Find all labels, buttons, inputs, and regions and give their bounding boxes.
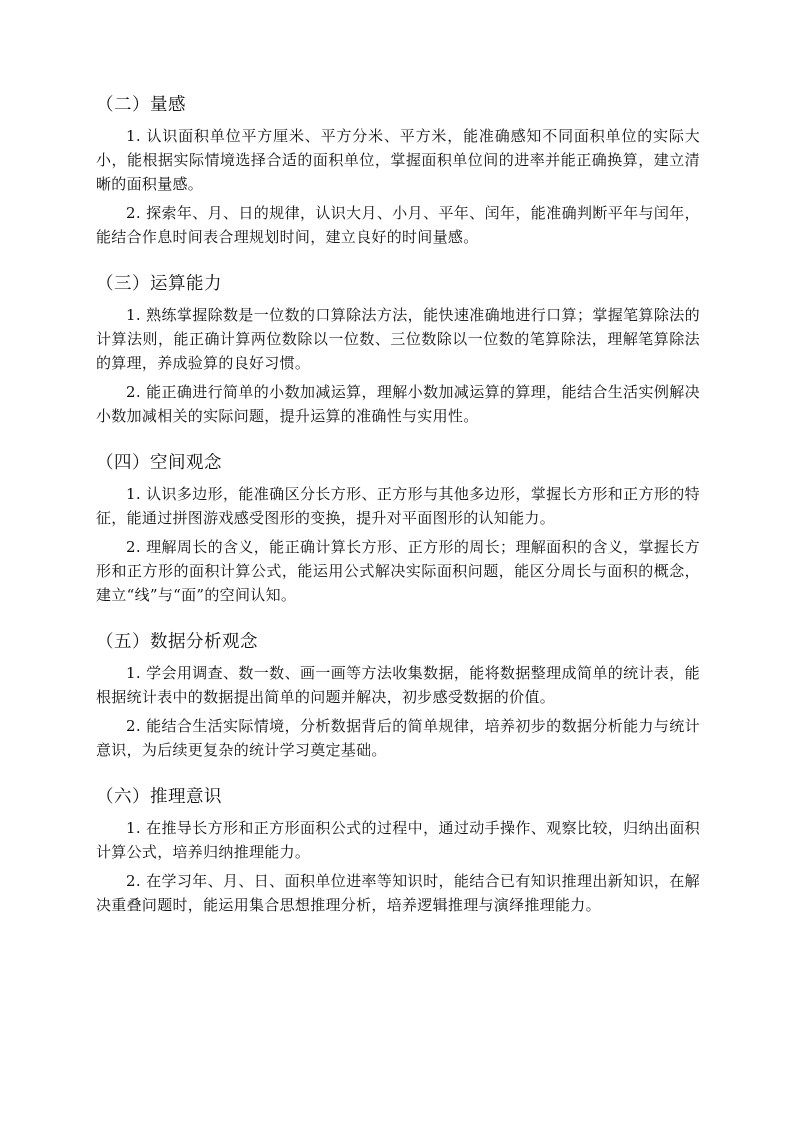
paragraph: 2. 探索年、月、日的规律，认识大月、小月、平年、闰年，能准确判断平年与闰年，能结合作息时间表合理规划时间，建立良好的时间量感。 (96, 204, 700, 246)
paragraph: 1. 熟练掌握除数是一位数的口算除法方法，能快速准确地进行口算；掌握笔算除法的计算法则，能正确计算两位数除以一位数、三位数除以一位数的笔算除法，理解笔算除法的算理，养成验算的良好习惯。 (96, 306, 700, 372)
section-heading: （六）推理意识 (96, 787, 222, 807)
section-operation-ability (96, 269, 700, 428)
section-spacer (96, 767, 700, 782)
section-heading: （四）空间观念 (96, 453, 222, 473)
section-spatial-concept (96, 448, 700, 607)
paragraph: 1. 在推导长方形和正方形面积公式的过程中，通过动手操作、观察比较，归纳出面积计算公式，培养归纳推理能力。 (96, 819, 700, 861)
paragraph: 2. 在学习年、月、日、面积单位进率等知识时，能结合已有知识推理出新知识，在解决重叠问题时，能运用集合思想推理分析，培养逻辑推理与演绎推理能力。 (96, 872, 700, 914)
section-quantity-sense (96, 90, 700, 249)
paragraph: 2. 能正确进行简单的小数加减运算，理解小数加减运算的算理，能结合生活实例解决小数加减相关的实际问题，提升运算的准确性与实用性。 (96, 383, 700, 425)
section-reasoning (96, 782, 700, 917)
section-heading: （二）量感 (96, 95, 186, 115)
paragraph: 1. 认识多边形，能准确区分长方形、正方形与其他多边形，掌握长方形和正方形的特征，能通过拼图游戏感受图形的变换，提升对平面图形的认知能力。 (96, 485, 700, 527)
section-heading: （三）运算能力 (96, 274, 222, 294)
paragraph: 1. 学会用调查、数一数、画一画等方法收集数据，能将数据整理成简单的统计表，能根据统计表中的数据提出简单的问题并解决，初步感受数据的价值。 (96, 664, 700, 706)
paragraph: 2. 能结合生活实际情境，分析数据背后的简单规律，培养初步的数据分析能力与统计意识，为后续更复杂的统计学习奠定基础。 (96, 717, 700, 759)
paragraph: 2. 理解周长的含义，能正确计算长方形、正方形的周长；理解面积的含义，掌握长方形和正方形的面积计算公式，能运用公式解决实际面积问题，能区分周长与面积的概念，建立“线”与“面”的空间认知。 (96, 538, 700, 604)
paragraph: 1. 认识面积单位平方厘米、平方分米、平方米，能准确感知不同面积单位的实际大小，能根据实际情境选择合适的面积单位，掌握面积单位间的进率并能正确换算，建立清晰的面积量感。 (96, 127, 700, 193)
section-spacer (96, 254, 700, 269)
section-data-analysis (96, 627, 700, 762)
document-page (96, 90, 700, 922)
section-spacer (96, 433, 700, 448)
section-heading: （五）数据分析观念 (96, 632, 258, 652)
section-spacer (96, 612, 700, 627)
